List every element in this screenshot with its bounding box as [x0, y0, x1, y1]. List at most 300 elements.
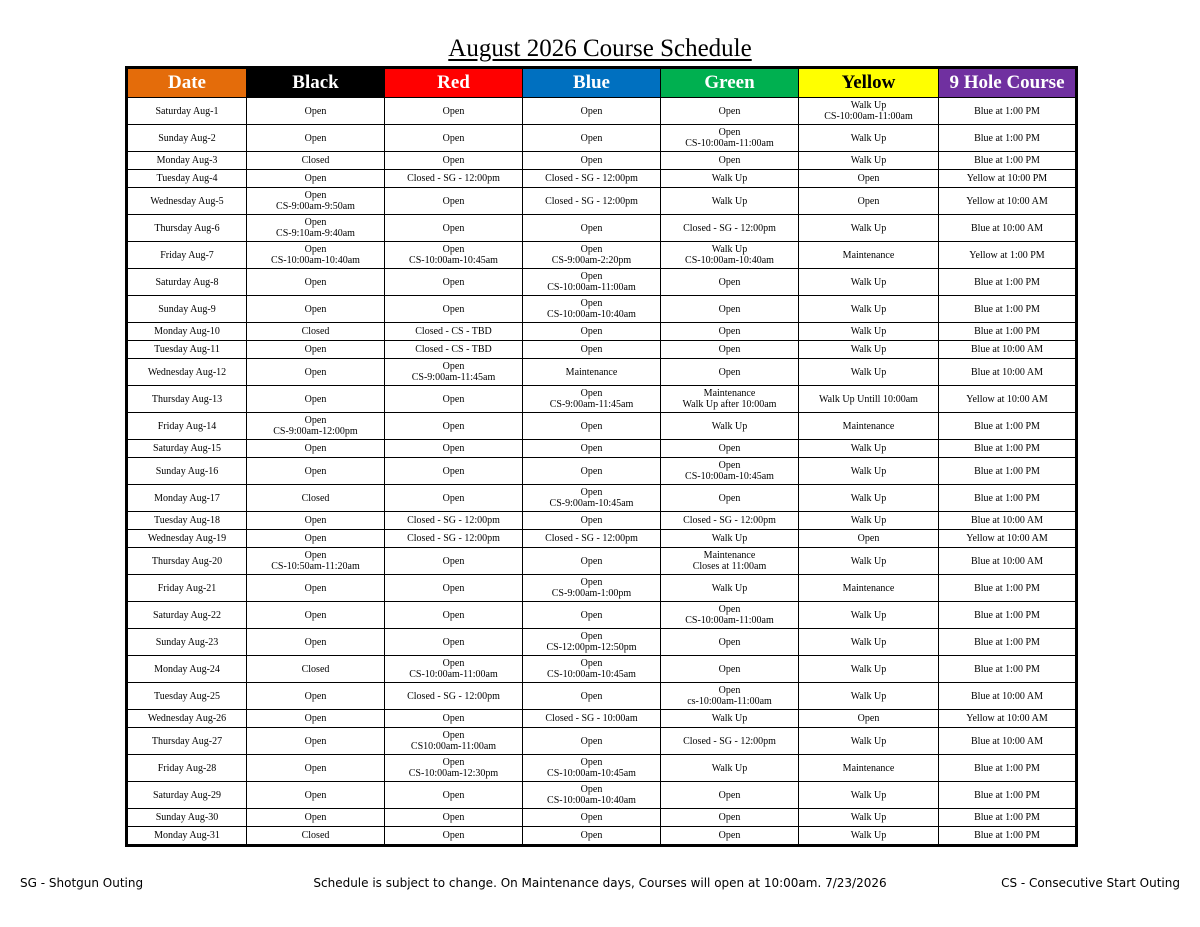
cell-green: [661, 242, 799, 269]
cell-black: Open: [247, 458, 385, 485]
cell-green: [661, 125, 799, 152]
cell-green: Walk Up: [661, 170, 799, 188]
cell-yellow: Walk Up: [799, 269, 939, 296]
cell-green: Open: [661, 656, 799, 683]
cell-blue: Open: [523, 512, 661, 530]
cell-nine-hole: Blue at 10:00 AM: [939, 683, 1077, 710]
cell-yellow: Maintenance: [799, 413, 939, 440]
cell-nine-hole: Yellow at 10:00 AM: [939, 530, 1077, 548]
cell-green: Walk Up: [661, 575, 799, 602]
cell-yellow: Walk Up: [799, 323, 939, 341]
cell-nine-hole: Blue at 1:00 PM: [939, 656, 1077, 683]
cell-line: CS-9:00am-1:00pm: [551, 588, 632, 599]
cell-green: [661, 548, 799, 575]
cell-yellow: Open: [799, 710, 939, 728]
cell-line: CS-9:00am-11:45am: [549, 399, 634, 410]
table-row: [127, 629, 1077, 656]
cell-line: CS-12:00pm-12:50pm: [546, 642, 637, 653]
cell-red: Open: [385, 710, 523, 728]
cell-blue: Open: [523, 413, 661, 440]
cell-nine-hole: Blue at 1:00 PM: [939, 296, 1077, 323]
cell-line: Open: [580, 631, 603, 642]
cell-yellow: Walk Up: [799, 827, 939, 846]
cell-yellow: Walk Up: [799, 629, 939, 656]
table-row: [127, 359, 1077, 386]
cell-blue: Closed - SG - 12:00pm: [523, 170, 661, 188]
cell-line: CS-10:00am-10:45am: [409, 255, 498, 266]
cell-nine-hole: Yellow at 10:00 AM: [939, 386, 1077, 413]
cell-yellow: [799, 98, 939, 125]
cell-blue: [523, 629, 661, 656]
cell-black: Closed: [247, 827, 385, 846]
cell-black: [247, 548, 385, 575]
cell-yellow: Walk Up: [799, 602, 939, 629]
cell-nine-hole: Blue at 1:00 PM: [939, 755, 1077, 782]
cell-line: CS-10:00am-10:45am: [547, 669, 636, 680]
cell-red: Open: [385, 548, 523, 575]
table-row: [127, 782, 1077, 809]
table-row: [127, 827, 1077, 846]
cell-red: [385, 656, 523, 683]
cell-green: Walk Up: [661, 188, 799, 215]
cell-line: CS-9:00am-9:50am: [276, 201, 355, 212]
cell-line: Walk Up: [711, 244, 748, 255]
table-row: [127, 548, 1077, 575]
cell-red: Open: [385, 269, 523, 296]
cell-green: Open: [661, 485, 799, 512]
cell-blue: Open: [523, 548, 661, 575]
cell-red: [385, 755, 523, 782]
cell-blue: Open: [523, 683, 661, 710]
cell-line: CS-10:00am-11:00am: [824, 111, 913, 122]
header-red: Red: [385, 68, 523, 98]
cell-black: Open: [247, 602, 385, 629]
cell-date: Tuesday Aug-25: [127, 683, 247, 710]
cell-blue: Open: [523, 98, 661, 125]
cell-date: Thursday Aug-13: [127, 386, 247, 413]
cell-nine-hole: Yellow at 1:00 PM: [939, 242, 1077, 269]
table-row: [127, 386, 1077, 413]
cell-green: Closed - SG - 12:00pm: [661, 215, 799, 242]
cell-date: Monday Aug-10: [127, 323, 247, 341]
cell-yellow: Maintenance: [799, 575, 939, 602]
table-row: [127, 269, 1077, 296]
cell-red: Open: [385, 782, 523, 809]
cell-yellow: Walk Up: [799, 809, 939, 827]
cell-line: CS-10:00am-10:40am: [547, 309, 636, 320]
cell-nine-hole: Blue at 1:00 PM: [939, 125, 1077, 152]
cell-nine-hole: Yellow at 10:00 AM: [939, 188, 1077, 215]
table-row: [127, 485, 1077, 512]
cell-date: Wednesday Aug-26: [127, 710, 247, 728]
cell-date: Friday Aug-21: [127, 575, 247, 602]
cell-blue: Open: [523, 458, 661, 485]
cell-line: Open: [718, 127, 741, 138]
cell-yellow: Walk Up: [799, 458, 939, 485]
table-row: [127, 125, 1077, 152]
cell-date: Wednesday Aug-19: [127, 530, 247, 548]
cell-red: Open: [385, 440, 523, 458]
cell-red: Closed - SG - 12:00pm: [385, 683, 523, 710]
cell-yellow: Walk Up: [799, 440, 939, 458]
cell-nine-hole: Blue at 10:00 AM: [939, 548, 1077, 575]
cell-red: [385, 242, 523, 269]
cell-green: [661, 683, 799, 710]
cell-black: Open: [247, 386, 385, 413]
cell-line: Closes at 11:00am: [692, 561, 767, 572]
cell-line: cs-10:00am-11:00am: [687, 696, 772, 707]
cell-nine-hole: Blue at 1:00 PM: [939, 602, 1077, 629]
cell-green: Open: [661, 809, 799, 827]
cell-yellow: Walk Up: [799, 728, 939, 755]
cell-blue: Closed - SG - 10:00am: [523, 710, 661, 728]
cell-line: CS-10:00am-11:00am: [547, 282, 636, 293]
cell-date: Wednesday Aug-12: [127, 359, 247, 386]
cell-red: Closed - SG - 12:00pm: [385, 170, 523, 188]
table-row: [127, 458, 1077, 485]
cell-yellow: Walk Up: [799, 215, 939, 242]
cell-date: Friday Aug-28: [127, 755, 247, 782]
cell-red: Open: [385, 125, 523, 152]
cell-yellow: Walk Up: [799, 152, 939, 170]
cell-date: Sunday Aug-23: [127, 629, 247, 656]
cell-blue: Open: [523, 341, 661, 359]
header-row: [127, 68, 1077, 98]
cell-date: Thursday Aug-20: [127, 548, 247, 575]
cell-nine-hole: Blue at 1:00 PM: [939, 575, 1077, 602]
cell-nine-hole: Blue at 1:00 PM: [939, 809, 1077, 827]
cell-black: Closed: [247, 152, 385, 170]
table-row: [127, 710, 1077, 728]
table-row: [127, 728, 1077, 755]
cell-blue: [523, 755, 661, 782]
table-row: [127, 152, 1077, 170]
cell-yellow: Open: [799, 170, 939, 188]
cell-line: Open: [442, 757, 465, 768]
cell-date: Sunday Aug-2: [127, 125, 247, 152]
table-row: [127, 530, 1077, 548]
cell-date: Friday Aug-7: [127, 242, 247, 269]
cell-black: Open: [247, 683, 385, 710]
cell-nine-hole: Blue at 1:00 PM: [939, 152, 1077, 170]
cell-date: Saturday Aug-1: [127, 98, 247, 125]
cell-red: Closed - SG - 12:00pm: [385, 512, 523, 530]
cell-yellow: Open: [799, 188, 939, 215]
cell-blue: [523, 242, 661, 269]
cell-blue: [523, 782, 661, 809]
cell-line: Open: [580, 757, 603, 768]
cell-red: Open: [385, 188, 523, 215]
cell-blue: [523, 656, 661, 683]
cell-black: [247, 242, 385, 269]
table-row: [127, 683, 1077, 710]
cell-date: Monday Aug-31: [127, 827, 247, 846]
cell-blue: Maintenance: [523, 359, 661, 386]
cell-green: Open: [661, 827, 799, 846]
cell-nine-hole: Blue at 10:00 AM: [939, 359, 1077, 386]
cell-red: Closed - SG - 12:00pm: [385, 530, 523, 548]
cell-line: Open: [442, 658, 465, 669]
cell-black: Open: [247, 296, 385, 323]
cell-yellow: Walk Up: [799, 512, 939, 530]
cell-line: Open: [442, 361, 465, 372]
cell-green: Open: [661, 440, 799, 458]
cell-black: Closed: [247, 323, 385, 341]
cell-nine-hole: Blue at 10:00 AM: [939, 215, 1077, 242]
footer-notice: Schedule is subject to change. On Maintenance days, Courses will open at 10:00am. 7/23/2026: [313, 876, 887, 890]
cell-red: Open: [385, 98, 523, 125]
cell-black: Open: [247, 530, 385, 548]
cell-line: CS-10:50am-11:20am: [271, 561, 360, 572]
cell-blue: Open: [523, 440, 661, 458]
cell-yellow: Walk Up: [799, 548, 939, 575]
table-row: [127, 296, 1077, 323]
cell-black: [247, 188, 385, 215]
cell-line: Open: [580, 244, 603, 255]
cell-yellow: Maintenance: [799, 242, 939, 269]
cell-line: Open: [580, 388, 603, 399]
table-row: [127, 323, 1077, 341]
cell-blue: [523, 296, 661, 323]
cell-nine-hole: Blue at 1:00 PM: [939, 413, 1077, 440]
cell-line: CS-10:00am-10:40am: [547, 795, 636, 806]
cell-nine-hole: Yellow at 10:00 AM: [939, 710, 1077, 728]
table-row: [127, 341, 1077, 359]
cell-red: Closed - CS - TBD: [385, 323, 523, 341]
cell-date: Thursday Aug-27: [127, 728, 247, 755]
header-green: Green: [661, 68, 799, 98]
cell-red: Open: [385, 602, 523, 629]
cell-line: Open: [580, 658, 603, 669]
cell-nine-hole: Blue at 1:00 PM: [939, 269, 1077, 296]
cell-nine-hole: Blue at 10:00 AM: [939, 728, 1077, 755]
cell-line: CS-9:00am-10:45am: [549, 498, 634, 509]
cell-red: Closed - CS - TBD: [385, 341, 523, 359]
cell-yellow: Maintenance: [799, 755, 939, 782]
cell-date: Monday Aug-17: [127, 485, 247, 512]
cell-blue: Closed - SG - 12:00pm: [523, 530, 661, 548]
cell-black: Open: [247, 440, 385, 458]
cell-yellow: Walk Up: [799, 683, 939, 710]
cell-line: Open: [580, 577, 603, 588]
cell-black: [247, 413, 385, 440]
cell-line: CS-9:00am-12:00pm: [273, 426, 358, 437]
header-yellow: Yellow: [799, 68, 939, 98]
cell-date: Saturday Aug-22: [127, 602, 247, 629]
table-row: [127, 575, 1077, 602]
table-row: [127, 440, 1077, 458]
cell-nine-hole: Blue at 1:00 PM: [939, 98, 1077, 125]
cell-black: Closed: [247, 485, 385, 512]
cell-nine-hole: Blue at 1:00 PM: [939, 782, 1077, 809]
cell-black: Open: [247, 170, 385, 188]
cell-nine-hole: Blue at 10:00 AM: [939, 512, 1077, 530]
cell-red: [385, 728, 523, 755]
table-row: [127, 188, 1077, 215]
cell-nine-hole: Blue at 1:00 PM: [939, 458, 1077, 485]
cell-yellow: Walk Up: [799, 359, 939, 386]
cell-line: Open: [304, 550, 327, 561]
cell-nine-hole: Blue at 1:00 PM: [939, 485, 1077, 512]
table-row: [127, 656, 1077, 683]
cell-black: Open: [247, 341, 385, 359]
cell-date: Monday Aug-24: [127, 656, 247, 683]
table-row: [127, 512, 1077, 530]
cell-line: Open: [580, 298, 603, 309]
cell-red: Open: [385, 809, 523, 827]
cell-blue: Open: [523, 152, 661, 170]
cell-date: Friday Aug-14: [127, 413, 247, 440]
cell-blue: [523, 269, 661, 296]
header-date: Date: [127, 68, 247, 98]
cell-line: Open: [718, 460, 741, 471]
cell-yellow: Walk Up Untill 10:00am: [799, 386, 939, 413]
cell-nine-hole: Blue at 1:00 PM: [939, 629, 1077, 656]
cell-yellow: Walk Up: [799, 782, 939, 809]
cell-line: CS-10:00am-11:00am: [685, 615, 774, 626]
cell-line: CS10:00am-11:00am: [410, 741, 497, 752]
cell-green: Closed - SG - 12:00pm: [661, 728, 799, 755]
cell-black: Open: [247, 809, 385, 827]
cell-date: Monday Aug-3: [127, 152, 247, 170]
cell-black: Open: [247, 98, 385, 125]
cell-nine-hole: Blue at 10:00 AM: [939, 341, 1077, 359]
cell-date: Saturday Aug-29: [127, 782, 247, 809]
cell-blue: Open: [523, 602, 661, 629]
cell-red: Open: [385, 215, 523, 242]
cell-line: Walk Up: [850, 100, 887, 111]
cell-yellow: Walk Up: [799, 125, 939, 152]
cell-line: CS-9:00am-2:20pm: [551, 255, 632, 266]
cell-green: Open: [661, 629, 799, 656]
cell-green: [661, 602, 799, 629]
cell-black: Open: [247, 269, 385, 296]
cell-black: Open: [247, 512, 385, 530]
table-row: [127, 809, 1077, 827]
cell-red: [385, 359, 523, 386]
cell-line: Maintenance: [703, 388, 756, 399]
cell-green: Open: [661, 782, 799, 809]
cell-yellow: Walk Up: [799, 296, 939, 323]
cell-line: CS-9:10am-9:40am: [276, 228, 355, 239]
cell-red: Open: [385, 458, 523, 485]
cell-black: Open: [247, 710, 385, 728]
cell-line: CS-10:00am-12:30pm: [408, 768, 499, 779]
cell-date: Sunday Aug-9: [127, 296, 247, 323]
cell-date: Wednesday Aug-5: [127, 188, 247, 215]
cell-line: Walk Up after 10:00am: [682, 399, 777, 410]
cell-line: Open: [580, 271, 603, 282]
cell-line: Open: [580, 784, 603, 795]
cell-green: Walk Up: [661, 755, 799, 782]
cell-black: Closed: [247, 656, 385, 683]
cell-line: Open: [304, 217, 327, 228]
header-blue: Blue: [523, 68, 661, 98]
cell-red: Open: [385, 827, 523, 846]
cell-blue: Open: [523, 323, 661, 341]
cell-black: Open: [247, 359, 385, 386]
cell-blue: Closed - SG - 12:00pm: [523, 188, 661, 215]
cell-black: Open: [247, 125, 385, 152]
cell-line: CS-10:00am-10:45am: [547, 768, 636, 779]
cell-black: Open: [247, 575, 385, 602]
cell-red: Open: [385, 386, 523, 413]
cell-date: Tuesday Aug-4: [127, 170, 247, 188]
cell-blue: Open: [523, 827, 661, 846]
cell-black: Open: [247, 629, 385, 656]
course-schedule-table: [125, 66, 1078, 847]
cell-line: Open: [718, 604, 741, 615]
cell-green: Closed - SG - 12:00pm: [661, 512, 799, 530]
cell-line: Open: [718, 685, 741, 696]
cell-blue: Open: [523, 809, 661, 827]
table-row: [127, 413, 1077, 440]
header-black: Black: [247, 68, 385, 98]
cell-blue: Open: [523, 125, 661, 152]
cell-date: Sunday Aug-30: [127, 809, 247, 827]
cell-blue: Open: [523, 728, 661, 755]
cell-black: Open: [247, 782, 385, 809]
cell-yellow: Open: [799, 530, 939, 548]
cell-black: Open: [247, 728, 385, 755]
cell-line: Open: [580, 487, 603, 498]
cell-date: Sunday Aug-16: [127, 458, 247, 485]
cell-blue: [523, 485, 661, 512]
cell-line: CS-10:00am-10:40am: [271, 255, 360, 266]
cell-green: Open: [661, 98, 799, 125]
cell-line: Open: [442, 244, 465, 255]
cell-black: [247, 215, 385, 242]
cell-date: Saturday Aug-8: [127, 269, 247, 296]
cell-line: Open: [304, 190, 327, 201]
cell-green: Open: [661, 269, 799, 296]
cell-green: Open: [661, 296, 799, 323]
cell-line: CS-10:00am-11:00am: [409, 669, 498, 680]
cell-line: Open: [304, 415, 327, 426]
cell-red: Open: [385, 485, 523, 512]
header-9-hole-course: 9 Hole Course: [939, 68, 1077, 98]
cell-green: Open: [661, 323, 799, 341]
cell-date: Tuesday Aug-18: [127, 512, 247, 530]
cell-yellow: Walk Up: [799, 341, 939, 359]
cell-line: CS-10:00am-10:45am: [685, 471, 774, 482]
cell-date: Thursday Aug-6: [127, 215, 247, 242]
cell-yellow: Walk Up: [799, 656, 939, 683]
cell-green: Open: [661, 359, 799, 386]
footer-cs-legend: CS - Consecutive Start Outing: [1001, 876, 1180, 890]
table-row: [127, 602, 1077, 629]
cell-line: CS-9:00am-11:45am: [411, 372, 496, 383]
cell-nine-hole: Blue at 1:00 PM: [939, 827, 1077, 846]
cell-red: Open: [385, 152, 523, 170]
cell-green: Open: [661, 341, 799, 359]
cell-date: Tuesday Aug-11: [127, 341, 247, 359]
cell-line: Open: [304, 244, 327, 255]
table-row: [127, 215, 1077, 242]
cell-green: Walk Up: [661, 413, 799, 440]
cell-line: CS-10:00am-11:00am: [685, 138, 774, 149]
cell-blue: [523, 575, 661, 602]
cell-green: [661, 386, 799, 413]
cell-green: [661, 458, 799, 485]
cell-red: Open: [385, 296, 523, 323]
table-row: [127, 242, 1077, 269]
cell-nine-hole: Blue at 1:00 PM: [939, 323, 1077, 341]
cell-nine-hole: Blue at 1:00 PM: [939, 440, 1077, 458]
cell-black: Open: [247, 755, 385, 782]
cell-red: Open: [385, 413, 523, 440]
page-title: August 2026 Course Schedule: [448, 35, 752, 62]
